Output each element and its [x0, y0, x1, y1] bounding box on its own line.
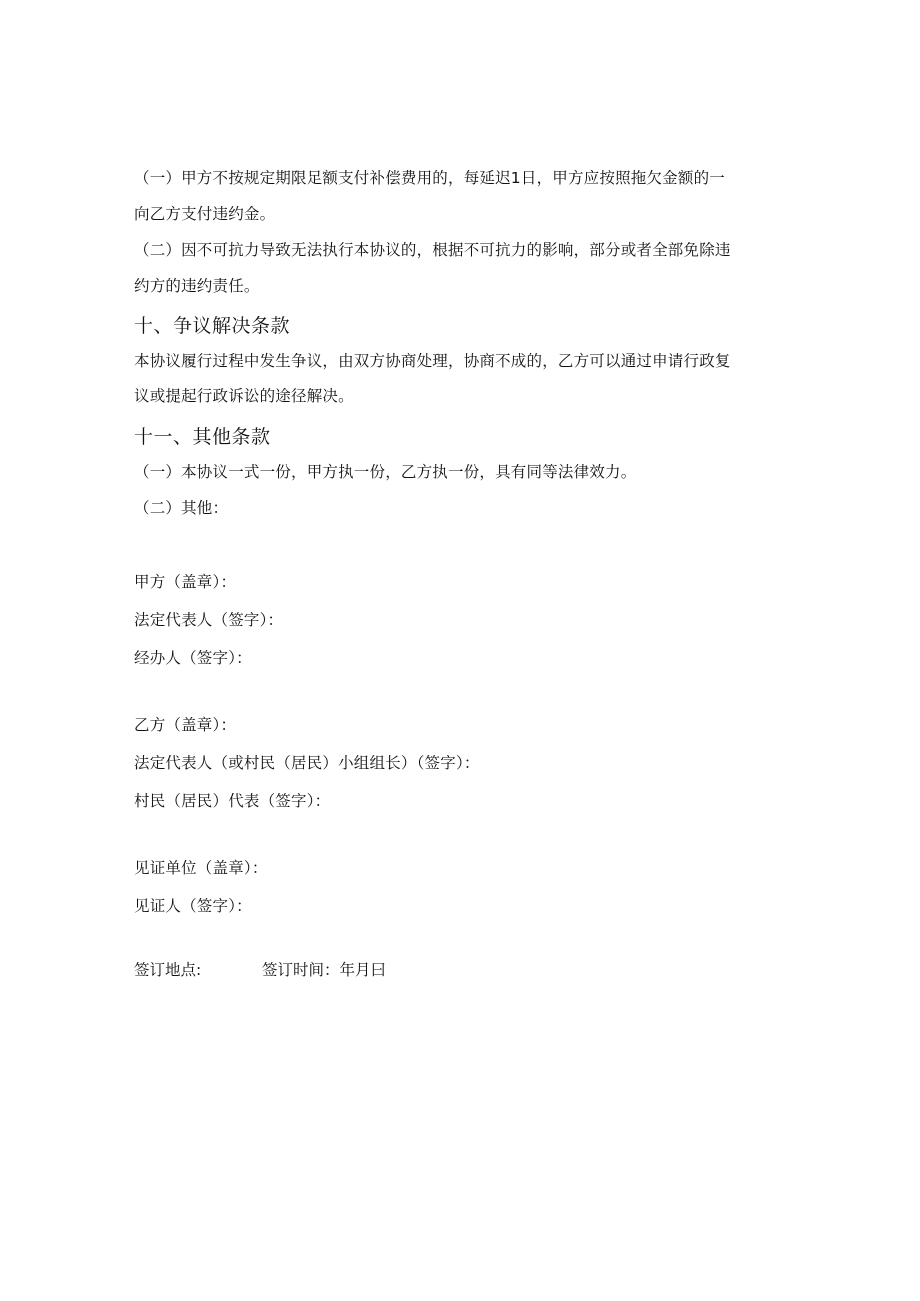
clause-nine-item2-line1: （二）因不可抗力导致无法执行本协议的，根据不可抗力的影响，部分或者全部免除违 — [134, 241, 731, 259]
party-a-seal: 甲方（盖章）： — [134, 573, 237, 591]
party-b-seal: 乙方（盖章）： — [134, 716, 237, 734]
witness-unit: 见证单位（盖章）： — [134, 859, 268, 877]
clause-ten-heading: 十、争议解决条款 — [134, 315, 291, 337]
signing-time-label: 签订时间：年月曰 — [262, 961, 387, 979]
clause-ten-body-line1: 本协议履行过程中发生争议，由双方协商处理，协商不成的，乙方可以通过申请行政复 — [134, 352, 731, 370]
signing-place-label: 签订地点: — [134, 961, 202, 979]
party-a-handler: 经办人（签字）： — [134, 649, 252, 667]
clause-nine-item2-line2: 约方的违约责任。 — [134, 277, 260, 295]
clause-ten-body-line2: 议或提起行政诉讼的途径解决。 — [134, 387, 354, 405]
party-b-villager-rep: 村民（居民）代表（签字）： — [134, 792, 331, 810]
party-b-legal-rep: 法定代表人（或村民（居民）小组组长）（签字）： — [134, 754, 480, 772]
clause-eleven-item2: （二）其他： — [134, 499, 229, 517]
clause-eleven-heading: 十一、其他条款 — [134, 426, 271, 448]
clause-eleven-item1: （一）本协议一式一份，甲方执一份，乙方执一份，具有同等法律效力。 — [134, 463, 637, 481]
party-a-legal-rep: 法定代表人（签字）： — [134, 611, 284, 629]
clause-nine-item1-line2: 向乙方支付违约金。 — [134, 205, 276, 223]
witness-person: 见证人（签字）： — [134, 897, 252, 915]
clause-nine-item1-line1: （一）甲方不按规定期限足额支付补偿费用的，每延迟1日，甲方应按照拖欠金额的一 — [134, 169, 725, 187]
